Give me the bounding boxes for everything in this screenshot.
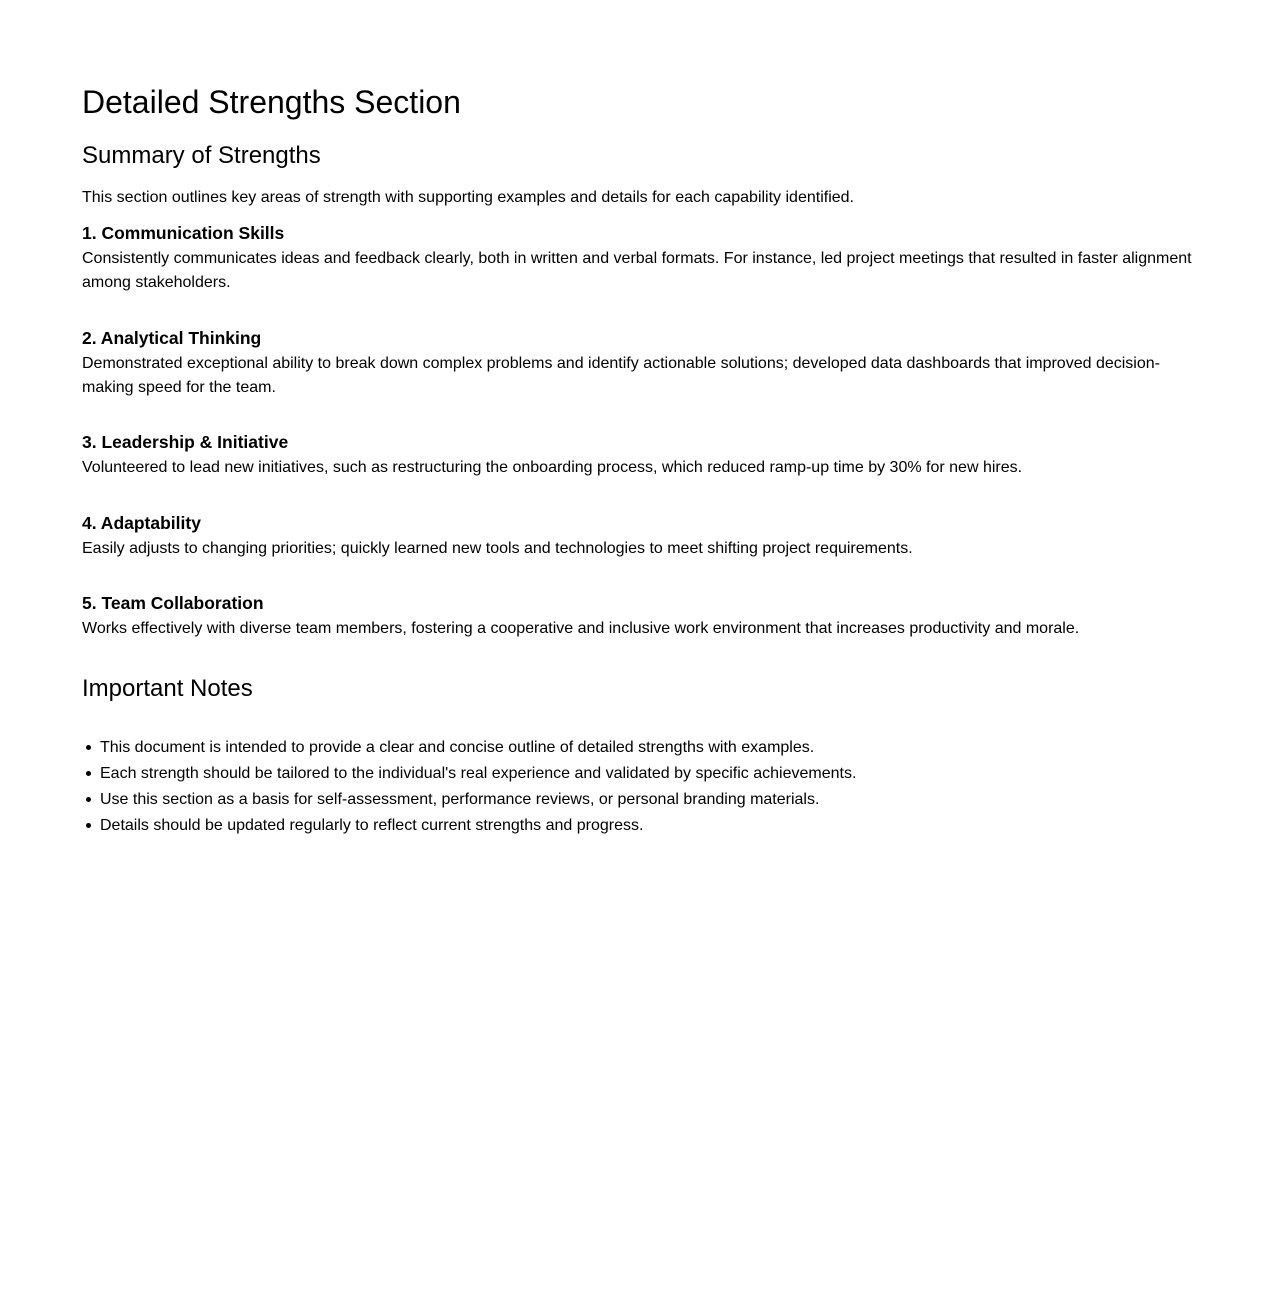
strength-item — [82, 431, 1196, 480]
strength-description: Volunteered to lead new initiatives, such as restructuring the onboarding process, which reduced ramp-up time by 30% for new hires. — [82, 459, 1023, 476]
summary-heading: Summary of Strengths — [82, 142, 321, 169]
notes-heading: Important Notes — [82, 675, 253, 702]
strength-item — [82, 592, 1196, 641]
bullet-icon — [86, 771, 91, 776]
strength-item — [82, 327, 1196, 400]
strength-description: Demonstrated exceptional ability to break down complex problems and identify actionable solutions; developed data dashboards that improved decision-making speed for the team. — [82, 355, 1160, 396]
page-title: Detailed Strengths Section — [82, 84, 461, 120]
note-text: Use this section as a basis for self-assessment, performance reviews, or personal branding materials. — [100, 791, 820, 808]
strength-title: 5. Team Collaboration — [82, 593, 264, 613]
strength-description: Works effectively with diverse team members, fostering a cooperative and inclusive work environment that increases productivity and morale. — [82, 620, 1080, 637]
strength-item — [82, 222, 1196, 295]
list-item — [100, 787, 856, 813]
note-text: This document is intended to provide a clear and concise outline of detailed strengths with examples. — [100, 739, 815, 756]
strength-title: 2. Analytical Thinking — [82, 328, 262, 348]
note-text: Each strength should be tailored to the individual's real experience and validated by specific achievements. — [100, 765, 857, 782]
strength-title: 1. Communication Skills — [82, 223, 285, 243]
bullet-icon — [86, 823, 91, 828]
strength-item — [82, 512, 1196, 561]
bullet-icon — [86, 745, 91, 750]
note-text: Details should be updated regularly to reflect current strengths and progress. — [100, 817, 644, 834]
notes-list — [82, 735, 856, 839]
list-item — [100, 735, 856, 761]
strength-title: 3. Leadership & Initiative — [82, 432, 289, 452]
list-item — [100, 813, 856, 839]
strength-title: 4. Adaptability — [82, 513, 201, 533]
strength-description: Consistently communicates ideas and feedback clearly, both in written and verbal formats. For instance, led project meetings that resulted in faster alignment among stakeholders. — [82, 250, 1192, 291]
bullet-icon — [86, 797, 91, 802]
intro-paragraph: This section outlines key areas of strength with supporting examples and details for each capability identified. — [82, 189, 854, 206]
strength-description: Easily adjusts to changing priorities; quickly learned new tools and technologies to meet shifting project requirements. — [82, 540, 913, 557]
list-item — [100, 761, 856, 787]
